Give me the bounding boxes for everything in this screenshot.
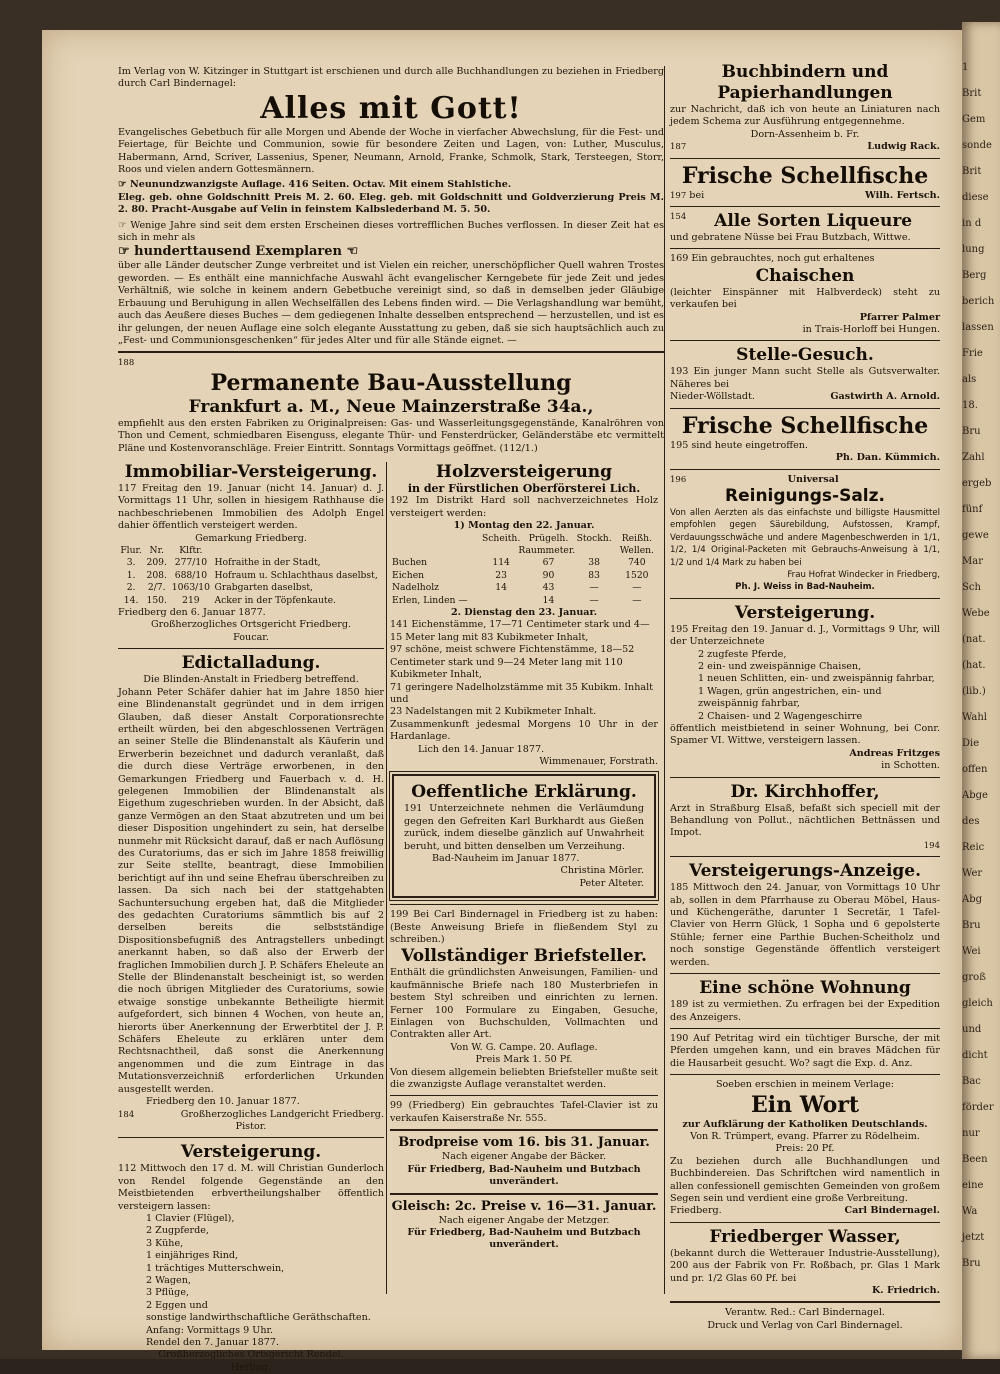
edge-fragment: Wahl <box>962 712 988 723</box>
table-row: 2. 2/7. 1063/10 Grabgarten daselbst, <box>126 582 313 594</box>
edge-fragment: (lib.) <box>962 686 986 697</box>
item-list <box>670 649 940 723</box>
ad-title-liqueure: Alle Sorten Liqueure <box>714 211 913 232</box>
ad-title-erklaerung: Oeffentliche Erklärung. <box>411 782 637 803</box>
ad-title-reinigungs-salz: Reinigungs-Salz. <box>725 485 885 506</box>
intro-text: Im Verlag von W. Kitzinger in Stuttgart ist erschienen und durch alle Buchhandlungen zu beziehen in Friedberg durch Carl Bindernagel: <box>118 66 664 90</box>
edge-fragment: Bru <box>962 1258 981 1269</box>
ad-title-versteigerung: Versteigerung. <box>180 1142 322 1163</box>
ad-title-schellfische-2: Frische Schellfische <box>681 412 929 439</box>
signature: Pistor. <box>235 1120 267 1132</box>
left-column: Immobiliar-Versteigerung. 117 Freitag den 19. Januar (nicht 14. Januar) d. J. Vormittags 11 Uhr, sollen in hiesigem Rathhause die nachbeschriebenen Immobilien des Adolph Engel dahier öffentlich versteigert werden. Gemarkung Friedberg. Flur. Nr. Klftr. 3. 209. 277/10 Hofraithe in der Stadt, 1. 208. 688/10 Hofraum u. Schlachthaus daselbst, 2. 2/7. 1063/10 Grabgarten daselbst, 14. 150. 219 Acker in der Töpfenkaute. Friedberg den 6. Januar 1877. Großherzogliches Ortsgericht Friedberg. Foucar. Edictalladung. Die Blinden-Anstalt in Friedberg betreffend. Johann Peter Schäfer dahier hat im Jahre 1850 hier eine Blindenanstalt gegründet und in dem irrigen Glauben, daß dieser Anstalt Corporationsrechte ertheilt würden, bei den abgeschlossenen Verträgen an seiner Stelle die Blindenanstalt als Käuferin und Erwerberin bezeichnet und dadurch veranlaßt, daß die durch diese Verträge erworbenen, in den Gemarkungen Friedberg und Fauerbach v. d. H. gelegenen Immobilien der Blindenanstalt als Eigethum zugeschrieben wurden. In der Absicht, daß ganze Vermögen an den Staat abzutreten und um bei dieser Disposition ungehindert zu sein, hat derselbe nunmehr mit Rücksicht darauf, daß er nach Auflösung des Curatoriums, das er sich im Jahre 1858 freiwillig zur Seite stellte, beantragt, diese Immobilien berichtigt auf ihn und seine Ehefrau überschreiben zu lassen. Da sich nach bei der stattgehabten Sachuntersuchung ergeben hat, daß die Mitglieder des gedachten Curatoriums sämmtlich bis auf 2 derselben bereits die selbstständige Dispositionsbefugniß des Antragstellers unbedingt anerkannt haben, so daß also der Erwerb der fraglichen Immobilien durch J. P. Schäfers Eheleute an Stelle der Blindenanstalt bescheinigt ist, so werden die noch übrigen Mitglieder des Curatoriums, sowie etwaige sonstige unbekannte Betheiligte hiermit aufgefordert, sich binnen 4 Wochen, von heute an, hierorts über Anerkennung der Erwerbtitel der J. P. Schäfers Eheleute zu erklären unter dem Rechtsnachtheil, daß sonst die Anerkennung angenommen und die zum Eintrage in das Mutationsverzeichniß erforderlichen Urkunden ausgestellt werden. Friedberg den 10. Januar 1877. 184 Großherzogliches Landgericht Friedberg. Pistor. Versteigerung. 112 Mittwoch den 17 d. M. will Christian Gunderloch von Rendel folgende Gegenstände an den Meistbietenden erbvertheilungshalber öffentlich versteigern lassen: 1 Clavier (Flügel), 2 Zugpferde, 3 Kühe, 1 einjähriges Rind, 1 trächtiges Mutterschwein, 2 Wagen, 3 Pflüge, 2 Eggen und sonstige landwirthschaftliche Geräthschaften. Anfang: Vormittags 9 Uhr. Rendel den 7. Januar 1877. Großherzogliches Ortsgericht Rendel. Herling. <box>118 462 384 1373</box>
price-line: Eleg. geb. ohne Goldschnitt Preis M. 2. 60. Eleg. geb. mit Goldschnitt und Goldverzierung Preis M. 2. 80. Pracht-Ausgabe auf Velin in feinstem Kalbslederband M. 5. 50. <box>118 191 664 216</box>
edge-fragment: Die <box>962 738 980 749</box>
next-page-edge <box>962 22 1000 1359</box>
holz-table: Scheith. Prügelh. Stockh. Reißh. Raummeter. Wellen. Buchen 114 67 38 740 Eichen 23 90 83 1520 Nadelholz 14 43 — — Erlen, Linden — 14 — — <box>390 533 658 607</box>
edge-fragment: Frie <box>962 348 983 359</box>
date: Friedberg den 10. Januar 1877. <box>146 1096 300 1108</box>
ad-title-immobiliar: Immobiliar-Versteigerung. <box>124 462 378 482</box>
ad-title-chaischen: Chaischen <box>755 265 855 286</box>
list-item: 2 Chaisen- und 2 Wagengeschirre <box>698 710 863 722</box>
edge-fragment: Been <box>962 1154 988 1165</box>
table-row: Erlen, Linden — 14 — — <box>392 594 642 606</box>
edge-fragment: Bru <box>962 920 981 931</box>
ad-title-versteigerung-right: Versteigerung. <box>734 602 876 623</box>
edge-fragment: gleich <box>962 998 993 1009</box>
footer-printer: Druck und Verlag von Carl Bindernagel. <box>707 1319 903 1331</box>
ad-title-stelle-gesuch: Stelle-Gesuch. <box>736 345 874 366</box>
edge-fragment: fünf <box>962 504 983 515</box>
table-row: Nadelholz 14 43 — — <box>392 582 642 594</box>
edge-fragment: Webe <box>962 608 990 619</box>
ad-title-schellfische: Frische Schellfische <box>681 162 929 189</box>
years-line: ☞ Wenige Jahre sind seit dem ersten Erscheinen dieses vortrefflichen Buches verflossen. In dieser Zeit hat es sich in mehr als <box>118 219 664 244</box>
edge-fragment: jetzt <box>962 1232 985 1243</box>
ad-title-buchbindern: Buchbindern und Papierhandlungen <box>717 62 893 103</box>
edge-fragment: förder <box>962 1102 994 1113</box>
edge-fragment: ergeb <box>962 478 992 489</box>
list-item: 1 einjähriges Rind, <box>146 1250 239 1262</box>
ad-title-brodpreise: Brodpreise vom 16. bis 31. Januar. <box>398 1135 650 1151</box>
holz-subtitle: in der Fürstlichen Oberförsterei Lich. <box>407 482 641 495</box>
middle-column: Holzversteigerung in der Fürstlichen Oberförsterei Lich. 192 Im Distrikt Hard soll nachverzeichnetes Holz versteigert werden: 1) Montag den 22. Januar. Scheith. Prügelh. Stockh. Reißh. Raummeter. Wellen. Buchen 114 67 38 740 Eichen 23 90 83 1520 Nadelholz 14 43 — — Erlen, Linden — 14 — — 2. Dienstag den 23. Januar. 141 Eichenstämme, 17—71 Centimeter stark und 4—15 Meter lang mit 83 Kubikmeter Inhalt, 97 schöne, meist schwere Fichtenstämme, 18—52 Centimeter stark und 9—24 Meter lang mit 110 Kubikmeter Inhalt, 71 geringere Nadelholzstämme mit 35 Kubikm. Inhalt und 23 Nadelstangen mit 2 Kubikmeter Inhalt. Zusammenkunft jedesmal Morgens 10 Uhr in der Hardanlage. Lich den 14. Januar 1877. Wimmenauer, Forstrath. Oeffentliche Erklärung. 191 Unterzeichnete nehmen die Verläumdung gegen den Gefreiten Karl Burkhardt aus Gießen zurück, indem dieselbe gänzlich auf Unwahrheit beruht, und bitten denselben um Verzeihung. Bad-Nauheim im Januar 1877. Christina Mörler. Peter Alteter. 199 Bei Carl Bindernagel in Friedberg ist zu haben: (Beste Anweisung Briefe in fließendem Styl zu schreiben.) Vollständiger Briefsteller. Enthält die gründlichsten Anweisungen, Familien- und kaufmännische Briefe nach 180 Musterbriefen in bestem Styl schreiben und einrichten zu lernen. Ferner 100 Formulare zu Eingaben, Gesuche, Einlagen von Buchschulden, Vollmachten und Contrakten aller Art. Von W. G. Campe. 20. Auflage. Preis Mark 1. 50 Pf. Von diesem allgemein beliebten Briefsteller mußte seit die zwanzigste Auflage veranstaltet werden. 99 (Friedberg) Ein gebrauchtes Tafel-Clavier ist zu verkaufen Kaiserstraße Nr. 555. Brodpreise vom 16. bis 31. Januar. Nach eigener Angabe der Bäcker. Für Friedberg, Bad-Nauheim und Butzbach unverändert. Gleisch: 2c. Preise v. 16—31. Januar. Nach eigener Angabe der Metzger. Für Friedberg, Bad-Nauheim und Butzbach unverändert. <box>390 462 658 1251</box>
edge-fragment: Wa <box>962 1206 978 1217</box>
holz-list <box>390 619 658 718</box>
edition-line: ☞ Neunundzwanzigste Auflage. 416 Seiten. Octav. Mit einem Stahlstiche. <box>118 179 512 191</box>
column-rule-middle <box>386 462 387 1294</box>
gemarkung: Gemarkung Friedberg. <box>195 532 307 544</box>
column-rule-right <box>664 66 665 1294</box>
edge-fragment: 1 <box>962 62 969 73</box>
table-row: 14. 150. 219 Acker in der Töpfenkaute. <box>123 594 336 606</box>
immobilien-table: Flur. Nr. Klftr. 3. 209. 277/10 Hofraithe in der Stadt, 1. 208. 688/10 Hofraum u. Schlachthaus daselbst, 2. 2/7. 1063/10 Grabgarten daselbst, 14. 150. 219 Acker in der Töpfenkaute. <box>118 545 384 607</box>
list-item: 3 Kühe, <box>146 1237 184 1249</box>
edge-fragment: Sch <box>962 582 981 593</box>
ad-title-holzversteigerung: Holzversteigerung <box>435 462 613 482</box>
edge-fragment: Bac <box>962 1076 981 1087</box>
list-item: 1 trächtiges Mutterschwein, <box>146 1262 285 1274</box>
list-item: 23 Nadelstangen mit 2 Kubikmeter Inhalt. <box>390 706 597 718</box>
edge-fragment: des <box>962 816 980 827</box>
erklaerung-box: Oeffentliche Erklärung. 191 Unterzeichnete nehmen die Verläumdung gegen den Gefreiten Karl Burkhardt aus Gießen zurück, indem dieselbe gänzlich auf Unwahrheit beruht, und bitten denselben um Verzeihung. Bad-Nauheim im Januar 1877. Christina Mörler. Peter Alteter. <box>392 774 656 898</box>
edictal-subtitle: Die Blinden-Anstalt in Friedberg betreffend. <box>143 674 359 686</box>
edge-fragment: gewe <box>962 530 989 541</box>
list-item: 141 Eichenstämme, 17—71 Centimeter stark und 4—15 Meter lang mit 83 Kubikmeter Inhalt, <box>390 619 650 643</box>
edge-fragment: Abg <box>962 894 983 905</box>
edge-fragment: Brit <box>962 166 982 177</box>
edge-fragment: Berg <box>962 270 987 281</box>
edge-fragment: berich <box>962 296 995 307</box>
edge-fragment: eine <box>962 1180 984 1191</box>
date: Friedberg den 6. Januar 1877. <box>118 607 266 619</box>
list-item: 2 Eggen und <box>146 1299 208 1311</box>
list-item: 71 geringere Nadelholzstämme mit 35 Kubikm. Inhalt und <box>390 681 654 705</box>
edge-fragment: und <box>962 1024 982 1035</box>
wide-column <box>118 66 664 455</box>
list-item: 2 Zugpferde, <box>146 1225 209 1237</box>
bau-text: empfiehlt aus den ersten Fabriken zu Originalpreisen: Gas- und Wasserleitungsgegenstände, Kanalröhren von Thon und Cement, schmiedbaren Eisenguss, elegante Thür- und Fensterdrücker, Geländerstäbe etc vermittelt Pläne und Kostenvoranschläge. Freier Eintritt. Sonntags Vormittags geöffnet. (112/1.) <box>118 417 664 454</box>
ad-number: 188 <box>118 358 135 369</box>
office: Großherzogliches Ortsgericht Friedberg. <box>150 619 352 631</box>
prayerbook-description: über alle Länder deutscher Zunge verbreitet und ist Vielen ein reicher, unerschöpflicher Quell wahren Trostes geworden. — Es enthält eine mannichfache Auswahl ächt evangelischer Kerngebete für jede Zeit und jedes Verhältniß, wie solche in keinem andern Gebetbuche vereinigt sind, so daß in demselben jeder Gläubige Erbauung und Beruhigung in allen Wechselfällen des Lebens finden wird. — Die Verlagshandlung war bemüht, auch das Aeußere dieses Buches — dem gediegenen Inhalte desselben entsprechend — herzustellen, und ist es ihr gelungen, der neuen Auflage eine solch elegante Ausstattung zu geben, daß sie sich hauptsächlich auch zu „Fest- und Communionsgeschenken“ für jedes Alter und für alle Stände eignet. — <box>118 260 664 346</box>
edictal-text: Johann Peter Schäfer dahier hat im Jahre 1850 hier eine Blindenanstalt gegründet und in dem irrigen Glauben, daß dieser Anstalt Corporationsrechte ertheilt würden, bei den abgeschlossenen Verträgen an seiner Stelle die Blindenanstalt als Käuferin und Erwerberin bezeichnet und dadurch veranlaßt, daß die durch diese Verträge erworbenen, in den Gemarkungen Friedberg und Fauerbach v. d. H. gelegenen Immobilien der Blindenanstalt als Eigethum zugeschrieben wurden. In der Absicht, daß ganze Vermögen an den Staat abzutreten und um bei dieser Disposition ungehindert zu sein, hat derselbe nunmehr mit Rücksicht darauf, daß er nach Auflösung des Curatoriums, das er sich im Jahre 1858 freiwillig zur Seite stellte, beantragt, diese Immobilien berichtigt auf ihn und seine Ehefrau überschreiben zu lassen. Da sich nach bei der stattgehabten Sachuntersuchung ergeben hat, daß die Mitglieder des gedachten Curatoriums sämmtlich bis auf 2 derselben bereits die selbstständige Dispositionsbefugniß des Antragstellers unbedingt anerkannt haben, so daß also der Erwerb der fraglichen Immobilien durch J. P. Schäfers Eheleute an Stelle der Blindenanstalt bescheinigt ist, so werden die noch übrigen Mitglieder des Curatoriums, sowie etwaige sonstige unbekannte Betheiligte hiermit aufgefordert, sich binnen 4 Wochen, von heute an, hierorts über Anerkennung der Erwerbtitel der J. P. Schäfers Eheleute zu erklären unter dem Rechtsnachtheil, daß sonst die Anerkennung angenommen und die zum Eintrage in das Mutationsverzeichniß erforderlichen Urkunden ausgestellt werden. <box>118 686 384 1095</box>
edge-fragment: lassen <box>962 322 994 333</box>
edge-fragment: Reic <box>962 842 985 853</box>
ad-title-wohnung: Eine schöne Wohnung <box>699 978 911 999</box>
edge-fragment: (hat. <box>962 660 986 671</box>
ad-title-kirchhoffer: Dr. Kirchhoffer, <box>730 781 880 802</box>
list-item: sonstige landwirthschaftliche Geräthschaften. <box>146 1312 371 1324</box>
item-list <box>118 1213 384 1325</box>
immobiliar-text: 117 Freitag den 19. Januar (nicht 14. Januar) d. J. Vormittags 11 Uhr, sollen in hiesigem Rathhause die nachbeschriebenen Immobilien des Adolph Engel dahier öffentlich versteigert werden. <box>118 483 384 532</box>
edge-fragment: nur <box>962 1128 980 1139</box>
edge-fragment: groß <box>962 972 986 983</box>
table-row: Buchen 114 67 38 740 <box>392 557 646 569</box>
ad-title-versteigerungs-anzeige: Versteigerungs-Anzeige. <box>688 861 922 882</box>
ad-title-fleischpreise: Gleisch: 2c. Preise v. 16—31. Januar. <box>391 1198 657 1214</box>
ad-subtitle-frankfurt: Frankfurt a. M., Neue Mainzerstraße 34a., <box>188 396 594 417</box>
list-item: 97 schöne, meist schwere Fichtenstämme, 18—52 Centimeter stark und 9—24 Meter lang mit 110 Kubikmeter Inhalt, <box>390 644 635 681</box>
edge-fragment: Bru <box>962 426 981 437</box>
table-row: 1. 208. 688/10 Hofraum u. Schlachthaus daselbst, <box>126 569 378 581</box>
edge-fragment: sonde <box>962 140 992 151</box>
edge-fragment: Brit <box>962 88 982 99</box>
list-item: 2 zugfeste Pferde, <box>698 648 787 660</box>
copies-line: ☞ hunderttausend Exemplaren ☜ <box>118 244 359 260</box>
list-item: 2 ein- und zweispännige Chaisen, <box>698 660 862 672</box>
ad-title-ein-wort: Ein Wort <box>750 1091 860 1118</box>
edge-fragment: offen <box>962 764 988 775</box>
ad-title-alles-mit-gott: Alles mit Gott! <box>260 90 522 126</box>
ad-title-edictalladung: Edictalladung. <box>181 653 321 674</box>
edge-fragment: Zahl <box>962 452 985 463</box>
edge-fragment: Abge <box>962 790 988 801</box>
ad-title-friedberger-wasser: Friedberger Wasser, <box>709 1226 901 1247</box>
list-item: 1 neuen Schlitten, ein- und zweispännig fahrbar, <box>698 673 935 685</box>
edge-fragment: Mar <box>962 556 983 567</box>
ad-title-briefsteller: Vollständiger Briefsteller. <box>401 946 647 967</box>
table-row: Eichen 23 90 83 1520 <box>392 569 649 581</box>
prayerbook-text: Evangelisches Gebetbuch für alle Morgen und Abende der Woche in vierfacher Abwechslung, für die Fest- und Feiertage, für Beichte und Communion, sowie für besondere Zeiten und Lagen, von: Luther, Musculus, Habermann, Arnd, Scriver, Lassenius, Spener, Neumann, Arnold, Franke, Schmolk, Stark, Tersteegen, Storr, Roos und vielen andern Gottesmännern. <box>118 126 664 176</box>
list-item: 3 Pflüge, <box>146 1287 190 1299</box>
edge-fragment: als <box>962 374 977 385</box>
divider <box>118 351 664 353</box>
signature: Foucar. <box>233 631 269 643</box>
footer-editor: Verantw. Red.: Carl Bindernagel. <box>725 1307 885 1319</box>
edge-fragment: Wei <box>962 946 981 957</box>
list-item: 2 Wagen, <box>146 1274 191 1286</box>
edge-fragment: diese <box>962 192 989 203</box>
edge-fragment: Gem <box>962 114 986 125</box>
edge-fragment: lung <box>962 244 985 255</box>
list-item: 1 Wagen, grün angestrichen, ein- und zweispännig fahrbar, <box>698 685 882 710</box>
edge-fragment: in d <box>962 218 982 229</box>
right-column: Buchbindern und Papierhandlungen zur Nachricht, daß ich von heute an Liniaturen nach jedem Schema zur Ausführung entgegennehme. Dorn-Assenheim b. Fr. 187 Ludwig Rack. Frische Schellfische 197 bei Wilh. Fertsch. 154 Alle Sorten Liqueure und gebratene Nüsse bei Frau Butzbach, Wittwe. 169 Ein gebrauchtes, noch gut erhaltenes Chaischen (leichter Einspänner mit Halbverdeck) steht zu verkaufen bei Pfarrer Palmer in Trais-Horloff bei Hungen. Stelle-Gesuch. 193 Ein junger Mann sucht Stelle als Gutsverwalter. Näheres bei Nieder-Wöllstadt. Gastwirth A. Arnold. Frische Schellfische 195 sind heute eingetroffen. Ph. Dan. Kümmich. 196 Universal Reinigungs-Salz. Von allen Aerzten als das einfachste und billigste Hausmittel empfohlen gegen Säurebildung, Aufstossen, Krampf, Verdauungsschwäche und andere Magenbeschwerden in 1/1, 1/2, 1/4 Original-Packeten mit Gebrauchs-Anweisung à 1/1, 1/2 und 1/4 Mark zu haben bei Frau Hofrat Windecker in Friedberg, Ph. J. Weiss in Bad-Nauheim. Versteigerung. 195 Freitag den 19. Januar d. J., Vormittags 9 Uhr, will der Unterzeichnete 2 zugfeste Pferde, 2 ein- und zweispännige Chaisen, 1 neuen Schlitten, ein- und zweispännig fahrbar, 1 Wagen, grün angestrichen, ein- und zweispännig fahrbar, 2 Chaisen- und 2 Wagengeschirre öffentlich meistbietend in seiner Wohnung, bei Conr. Spamer VI. Wittwe, versteigern lassen. Andreas Fritzges in Schotten. Dr. Kirchhoffer, Arzt in Straßburg Elsaß, befaßt sich speciell mit der Behandlung von Pollut., nächtlichen Bettnässen und Impot. 194 Versteigerungs-Anzeige. 185 Mittwoch den 24. Januar, von Vormittags 10 Uhr ab, sollen in dem Pfarrhause zu Oberau Möbel, Haus- und Küchengeräthe, darunter 1 Secretär, 1 Tafel-Clavier von Herrn Glück, 1 Sopha und 6 gepolsterte Stühle; ferner eine Parthie Buchen-Scheitholz und noch sonstige Gegenstände öffentlich versteigert werden. Eine schöne Wohnung 189 ist zu vermiethen. Zu erfragen bei der Expedition des Anzeigers. 190 Auf Petritag wird ein tüchtiger Bursche, der mit Pferden umgehen kann, und ein braves Mädchen für die Hausarbeit gesucht. Wo? sagt die Exp. d. Anz. Soeben erschien in meinem Verlage: Ein Wort zur Aufklärung der Katholiken Deutschlands. Von R. Trümpert, evang. Pfarrer zu Rödelheim. Preis: 20 Pf. Zu beziehen durch alle Buchhandlungen und Buchbindereien. Das Schriftchen wird namentlich in allen confessionell gemischten Gemeinden von großem Segen sein und verdient eine große Verbreitung. Friedberg. Carl Bindernagel. Friedberger Wasser, (bekannt durch die Wetterauer Industrie-Ausstellung), 200 aus der Fabrik von Fr. Roßbach, pr. Glas 1 Mark und pr. 1/2 Glas 60 Pf. bei K. Friedrich. Verantw. Red.: Carl Bindernagel. Druck und Verlag von Carl Bindernagel. <box>670 62 940 1331</box>
table-row: 3. 209. 277/10 Hofraithe in der Stadt, <box>126 557 321 569</box>
edge-fragment: (nat. <box>962 634 986 645</box>
edge-fragment: dicht <box>962 1050 988 1061</box>
versteigerung-text: 112 Mittwoch den 17 d. M. will Christian Gunderloch von Rendel folgende Gegenstände an den Meistbietenden erbvertheilungshalber öffentlich versteigern lassen: <box>118 1163 384 1212</box>
list-item: 1 Clavier (Flügel), <box>146 1212 235 1224</box>
edge-fragment: Wer <box>962 868 983 879</box>
ad-title-bau-ausstellung: Permanente Bau-Ausstellung <box>210 369 572 396</box>
edge-fragment: 18. <box>962 400 978 411</box>
